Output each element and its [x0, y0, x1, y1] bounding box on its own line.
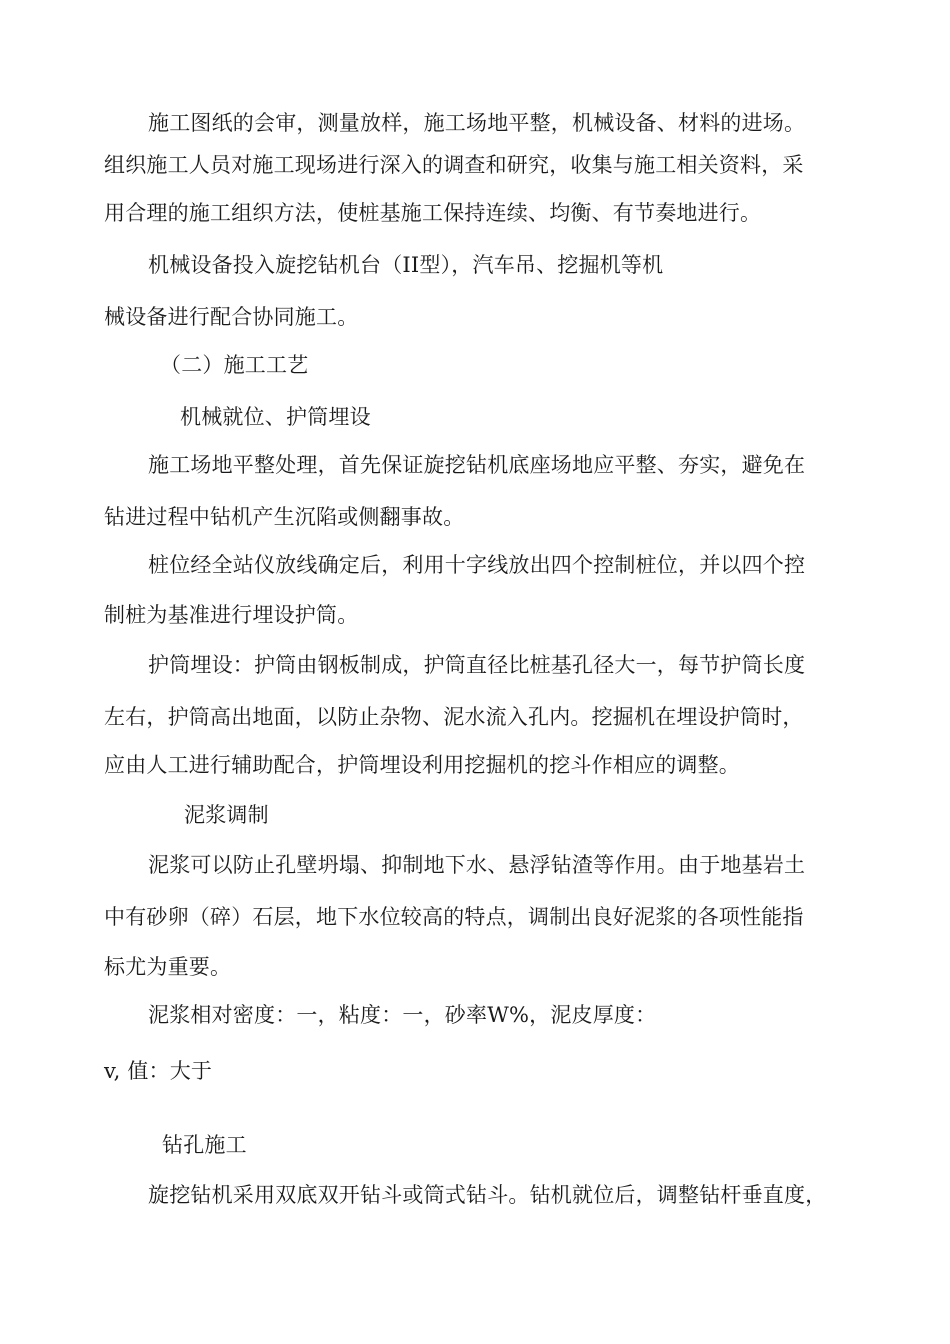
paragraph-line: 护筒埋设：护筒由钢板制成，护筒直径比桩基孔径大一，每节护筒长度	[148, 653, 806, 677]
paragraph-line: 制桩为基准进行埋设护筒。	[104, 603, 359, 627]
paragraph-line: 钻进过程中钻机产生沉陷或侧翻事故。	[104, 505, 465, 529]
paragraph-line: v, 值：大于	[104, 1059, 213, 1083]
paragraph-line: 械设备进行配合协同施工。	[104, 305, 359, 329]
paragraph-line: 施工场地平整处理，首先保证旋挖钻机底座场地应平整、夯实，避免在	[148, 453, 806, 477]
subsection-heading: 机械就位、护筒埋设	[180, 405, 371, 429]
paragraph-line: 泥浆可以防止孔壁坍塌、抑制地下水、悬浮钻渣等作用。由于地基岩土	[148, 853, 806, 877]
paragraph-line: 组织施工人员对施工现场进行深入的调查和研究，收集与施工相关资料，采	[104, 153, 804, 177]
paragraph-line: 应由人工进行辅助配合，护筒埋设利用挖掘机的挖斗作相应的调整。	[104, 753, 740, 777]
paragraph-line: 中有砂卵（碎）石层，地下水位较高的特点，调制出良好泥浆的各项性能指	[104, 905, 804, 929]
paragraph-line: 泥浆相对密度：一，粘度：一，砂率W%，泥皮厚度：	[148, 1003, 657, 1027]
paragraph-line: 旋挖钻机采用双底双开钻斗或筒式钻斗。钻机就位后，调整钻杆垂直度，	[148, 1183, 827, 1207]
paragraph-line: 用合理的施工组织方法，使桩基施工保持连续、均衡、有节奏地进行。	[104, 201, 762, 225]
paragraph-line: 左右，护筒高出地面，以防止杂物、泥水流入孔内。挖掘机在埋设护筒时，	[104, 705, 804, 729]
paragraph-line: 标尤为重要。	[104, 955, 232, 979]
paragraph-line: 施工图纸的会审，测量放样，施工场地平整，机械设备、材料的进场。	[148, 111, 806, 135]
subsection-heading: 钻孔施工	[162, 1133, 247, 1157]
section-heading: （二）施工工艺	[160, 353, 309, 377]
paragraph-line: 桩位经全站仪放线确定后，利用十字线放出四个控制桩位，并以四个控	[148, 553, 806, 577]
paragraph-line: 机械设备投入旋挖钻机台（II型），汽车吊、挖掘机等机	[148, 253, 664, 277]
subsection-heading: 泥浆调制	[184, 803, 269, 827]
